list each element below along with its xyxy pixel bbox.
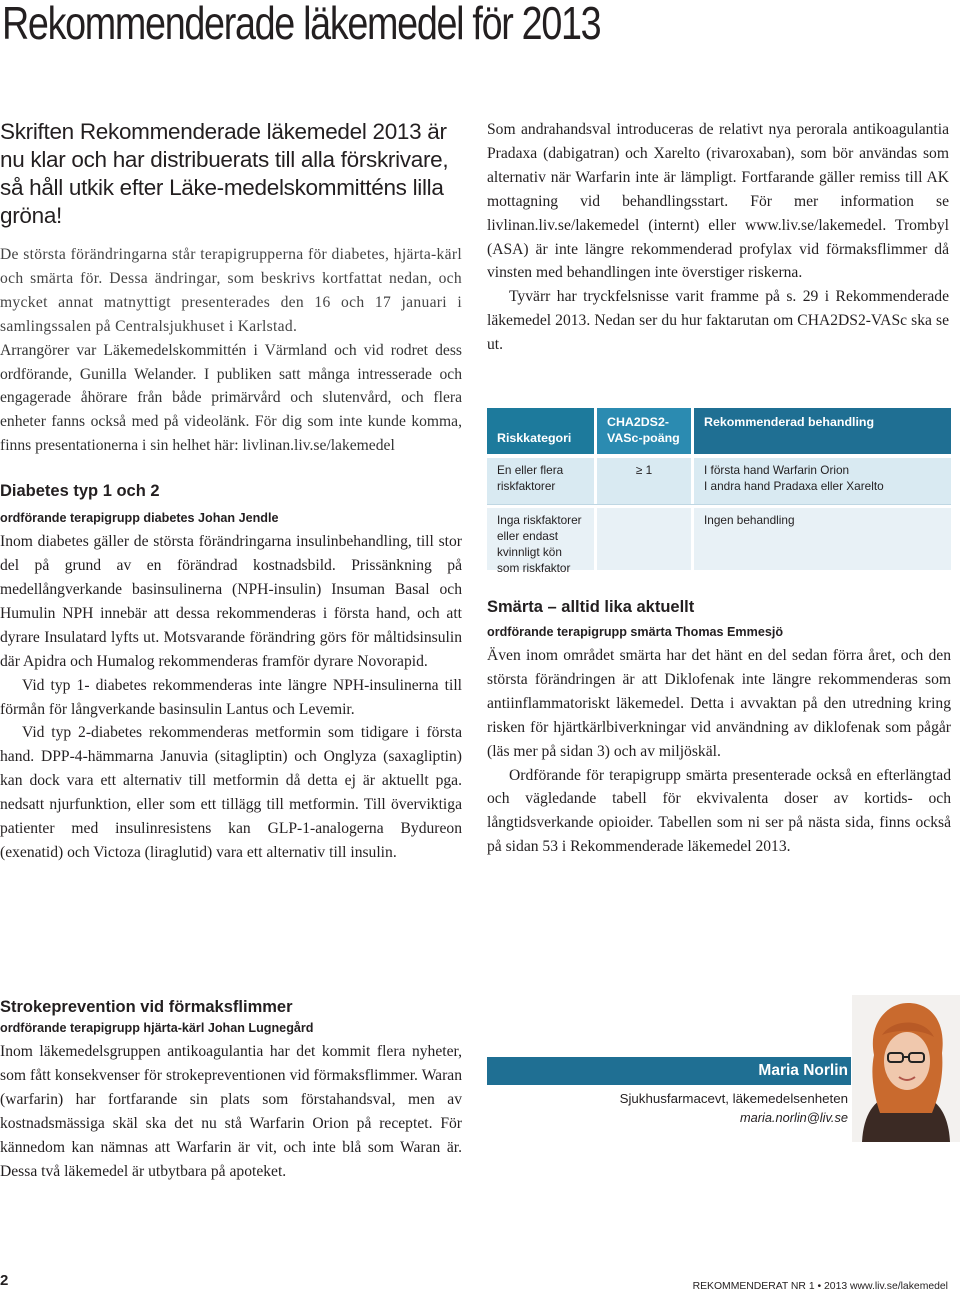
stroke-heading: Strokeprevention vid förmaksflimmer <box>0 998 293 1016</box>
pain-heading: Smärta – alltid lika aktuellt <box>487 598 695 616</box>
page-title: Rekommenderade läkemedel för 2013 <box>2 0 601 49</box>
pain-paragraph-2: Ordförande för terapigrupp smärta presenterade också en efterlängtad och vägledande tabell för ekvivalenta doser av kortids- och långtidsverkande opioider. Tabellen som ni ser på nästa sida, finns också på sidan 53 i Rekommenderade läkemedel 2013. <box>487 766 951 856</box>
right-column <box>487 118 949 357</box>
author-photo <box>852 995 960 1142</box>
stroke-subheading: ordförande terapigrupp hjärta-kärl Johan Lugnegård <box>0 1021 314 1035</box>
stroke-section <box>0 996 462 1183</box>
table-cell-treatment-line-2: I andra hand Pradaxa eller Xarelto <box>704 479 884 493</box>
right-paragraph-2: Tyvärr har tryckfelsnisse varit framme på s. 29 i Rekommenderade läkemedel 2013. Nedan ser du hur faktarutan om CHA2DS2-VASc ska se ut. <box>487 288 949 354</box>
table-cell-treatment <box>694 458 951 504</box>
author-role: Sjukhusfarmacevt, läkemedelsenheten <box>619 1091 848 1106</box>
diabetes-paragraph-2: Vid typ 1- diabetes rekommenderas inte längre NPH-insulinerna till förmån för långverkande basinsulin Lantus och Levemir. <box>0 676 462 718</box>
table-header-row <box>487 408 951 454</box>
table-cell-treatment <box>694 508 951 570</box>
pain-section <box>487 596 951 859</box>
stroke-paragraph-1: Inom läkemedelsgruppen antikoagulantia har det kommit flera nyheter, som fått konsekvenser för strokepreventionen vid förmaksflimmer. Waran (warfarin) har fortfarande sin plats som förstahandsval, men av kostnadsmässiga skäl ska det nu stå Warfarin Orion på receptet. För kännedom kan nämnas att Warfarin är vit, och inte blå som Waran är. Dessa två läkemedel är utbytbara på apoteket. <box>0 1043 462 1180</box>
diabetes-heading: Diabetes typ 1 och 2 <box>0 482 160 501</box>
left-column <box>0 118 462 865</box>
table-header-score: CHA2DS2-VASc-poäng <box>597 408 694 454</box>
page-number: 2 <box>0 1272 9 1289</box>
intro-paragraph-1: De största förändringarna står terapigrupperna för diabetes, hjärta-kärl och smärta för. Dessa ändringar, som beskrivs kortfattat nedan, och mycket annat matnyttigt presenterades den 16 och 17 januari i samlingssalen på Centralsjukhuset i Karlstad. <box>0 246 462 335</box>
intro-paragraph-2: Arrangörer var Läkemedelskommittén i Värmland och vid rodret dess ordförande, Gunilla Welander. I publiken satt många intresserade och engagerade åhörare från både primärvård och slutenvård, och flera enheter fanns också med på videolänk. För dig som inte kunde komma, finns presentationerna i sin helhet här: livlinan.liv.se/lakemedel <box>0 341 462 455</box>
table-row <box>487 458 951 505</box>
pain-subheading: ordförande terapigrupp smärta Thomas Emmesjö <box>487 625 784 639</box>
author-email: maria.norlin@liv.se <box>739 1110 848 1125</box>
diabetes-paragraph-3: Vid typ 2-diabetes rekommenderas metformin som tidigare i första hand. DPP-4-hämmarna Januvia (sitagliptin) och Onglyza (saxagliptin) kan dock vara ett alternativ till metformin då detta ej är aktuellt pga. nedsatt njurfunktion, eller som ett tillägg till metformin. Till överviktiga patienter med insulinresistens kan GLP-1-analogerna Bydureon (exenatid) och Victoza (liraglutid) vara ett alternativ till insulin. <box>0 724 462 861</box>
table-row <box>487 508 951 575</box>
table-cell-score <box>597 508 694 570</box>
diabetes-paragraph-1: Inom diabetes gäller de största förändringarna insulinbehandling, till stor del på grund av en förändrad kostnadsbild. Prissänkning på medellångverkande basinsulinerna (NPH-insulin) Insuman Basal och Humulin NPH innebär att dessa rekommenderas i första hand, och att dyrare Insulatard lyfts ut. Motsvarande förändring görs för måltidsinsulin där Apidra och Humalog rekommenderas framför dyrare Novorapid. <box>0 533 462 670</box>
right-paragraph-1: Som andrahandsval introduceras de relativt nya perorala antikoagulantia Pradaxa (dabigatran) och Xarelto (rivaroxaban), som bör användas som alternativ när Warfarin inte är lämpligt. Fortfarande gäller remiss till AK mottagning vid behandlingsstart. För mer information se livlinan.liv.se/lakemedel (internt) eller www.liv.se/lakemedel. Trombyl (ASA) är inte längre rekommenderad profylax vid förmaksflimmer då vinsten med behandlingen inte överstiger riskerna. <box>487 121 949 282</box>
table-cell-category: En eller flera riskfaktorer <box>487 458 597 504</box>
portrait-illustration <box>852 995 960 1142</box>
author-name: Maria Norlin <box>758 1062 848 1079</box>
footer-issue: REKOMMENDERAT NR 1 • 2013 www.liv.se/lakemedel <box>692 1281 948 1292</box>
chadsvasc-table <box>487 408 951 575</box>
lede: Skriften Rekommenderade läkemedel 2013 är nu klar och har distribuerats till alla förskrivare, så håll utkik efter Läke-medelskommitténs lilla gröna! <box>0 119 449 228</box>
table-cell-treatment-line-1: I första hand Warfarin Orion <box>704 463 850 477</box>
table-cell-treatment-line-1: Ingen behandling <box>704 513 795 527</box>
table-header-treatment: Rekommenderad behandling <box>694 408 951 454</box>
table-header-category: Riskkategori <box>487 408 597 454</box>
table-cell-category: Inga riskfaktorer eller endast kvinnligt kön som riskfaktor <box>487 508 597 570</box>
table-cell-score: ≥ 1 <box>597 458 694 504</box>
diabetes-subheading: ordförande terapigrupp diabetes Johan Jendle <box>0 511 279 526</box>
pain-paragraph-1: Även inom området smärta har det hänt en del sedan förra året, och den största förändringen är att Diklofenak inte längre rekommenderas som antiinflammatoriskt läkemedel. Detta i avvaktan på den utredning kring risken för hjärtkärlbiverkningar vid användning av diklofenak som pågår (läs mer på sidan 3) och av miljöskäl. <box>487 647 951 760</box>
